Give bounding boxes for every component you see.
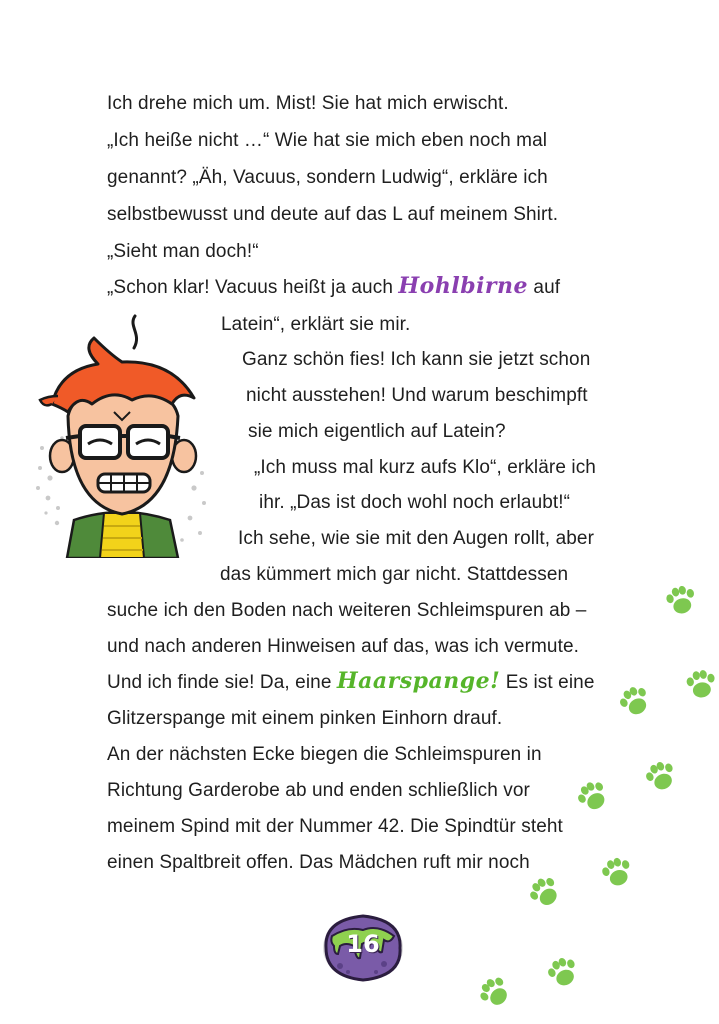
text-line-15: suche ich den Boden nach weiteren Schleimspuren ab –	[107, 600, 587, 621]
text-line-11: „Ich muss mal kurz aufs Klo“, erkläre ich	[254, 457, 596, 478]
paw-print-icon	[521, 869, 569, 917]
text-segment: auf	[533, 277, 561, 298]
text-line-9: nicht ausstehen! Und warum beschimpft	[246, 385, 588, 406]
paw-print-icon	[612, 679, 658, 725]
text-line-13: Ich sehe, wie sie mit den Augen rollt, aber	[238, 528, 594, 549]
text-line-1: Ich drehe mich um. Mist! Sie hat mich erwischt.	[107, 93, 509, 114]
paw-print-icon	[660, 580, 702, 622]
text-line-6	[107, 274, 560, 300]
paw-print-icon	[595, 851, 639, 895]
text-line-16: und nach anderen Hinweisen auf das, was ich vermute.	[107, 636, 580, 657]
text-line-17	[107, 669, 595, 695]
text-line-3: genannt? „Äh, Vacuus, sondern Ludwig“, erkläre ich	[107, 167, 548, 188]
text-segment: Es ist eine	[505, 672, 595, 693]
text-line-14: das kümmert mich gar nicht. Stattdessen	[220, 564, 569, 585]
text-line-2: „Ich heiße nicht …“ Wie hat sie mich eben noch mal	[107, 130, 548, 151]
highlight-word-haarspange: Haarspange!	[336, 668, 501, 694]
text-line-8: Ganz schön fies! Ich kann sie jetzt schon	[242, 349, 591, 370]
highlight-word-hohlbirne: Hohlbirne	[398, 273, 529, 299]
text-line-18: Glitzerspange mit einem pinken Einhorn drauf.	[107, 708, 503, 729]
paw-print-icon	[681, 665, 719, 704]
text-line-22: einen Spaltbreit offen. Das Mädchen ruft mir noch	[107, 852, 530, 873]
paw-print-icon	[471, 969, 519, 1017]
page-number: 16	[346, 930, 380, 958]
text-line-21: meinem Spind mit der Nummer 42. Die Spindtür steht	[107, 816, 563, 837]
text-line-19: An der nächsten Ecke biegen die Schleimspuren in	[107, 744, 542, 765]
boy-with-glasses-illustration	[22, 308, 217, 558]
text-segment: Und ich finde sie! Da, eine	[107, 672, 332, 693]
paw-print-icon	[540, 950, 585, 995]
text-line-12: ihr. „Das ist doch wohl noch erlaubt!“	[259, 492, 571, 513]
text-line-20: Richtung Garderobe ab und enden schließlich vor	[107, 780, 530, 801]
paw-print-icon	[569, 773, 616, 820]
text-line-10: sie mich eigentlich auf Latein?	[248, 421, 506, 442]
paw-print-icon	[638, 754, 683, 799]
text-line-4: selbstbewusst und deute auf das L auf meinem Shirt.	[107, 204, 559, 225]
text-segment: „Schon klar! Vacuus heißt ja auch	[107, 277, 393, 298]
text-line-5: „Sieht man doch!“	[107, 241, 259, 262]
text-line-7: Latein“, erklärt sie mir.	[221, 314, 411, 335]
